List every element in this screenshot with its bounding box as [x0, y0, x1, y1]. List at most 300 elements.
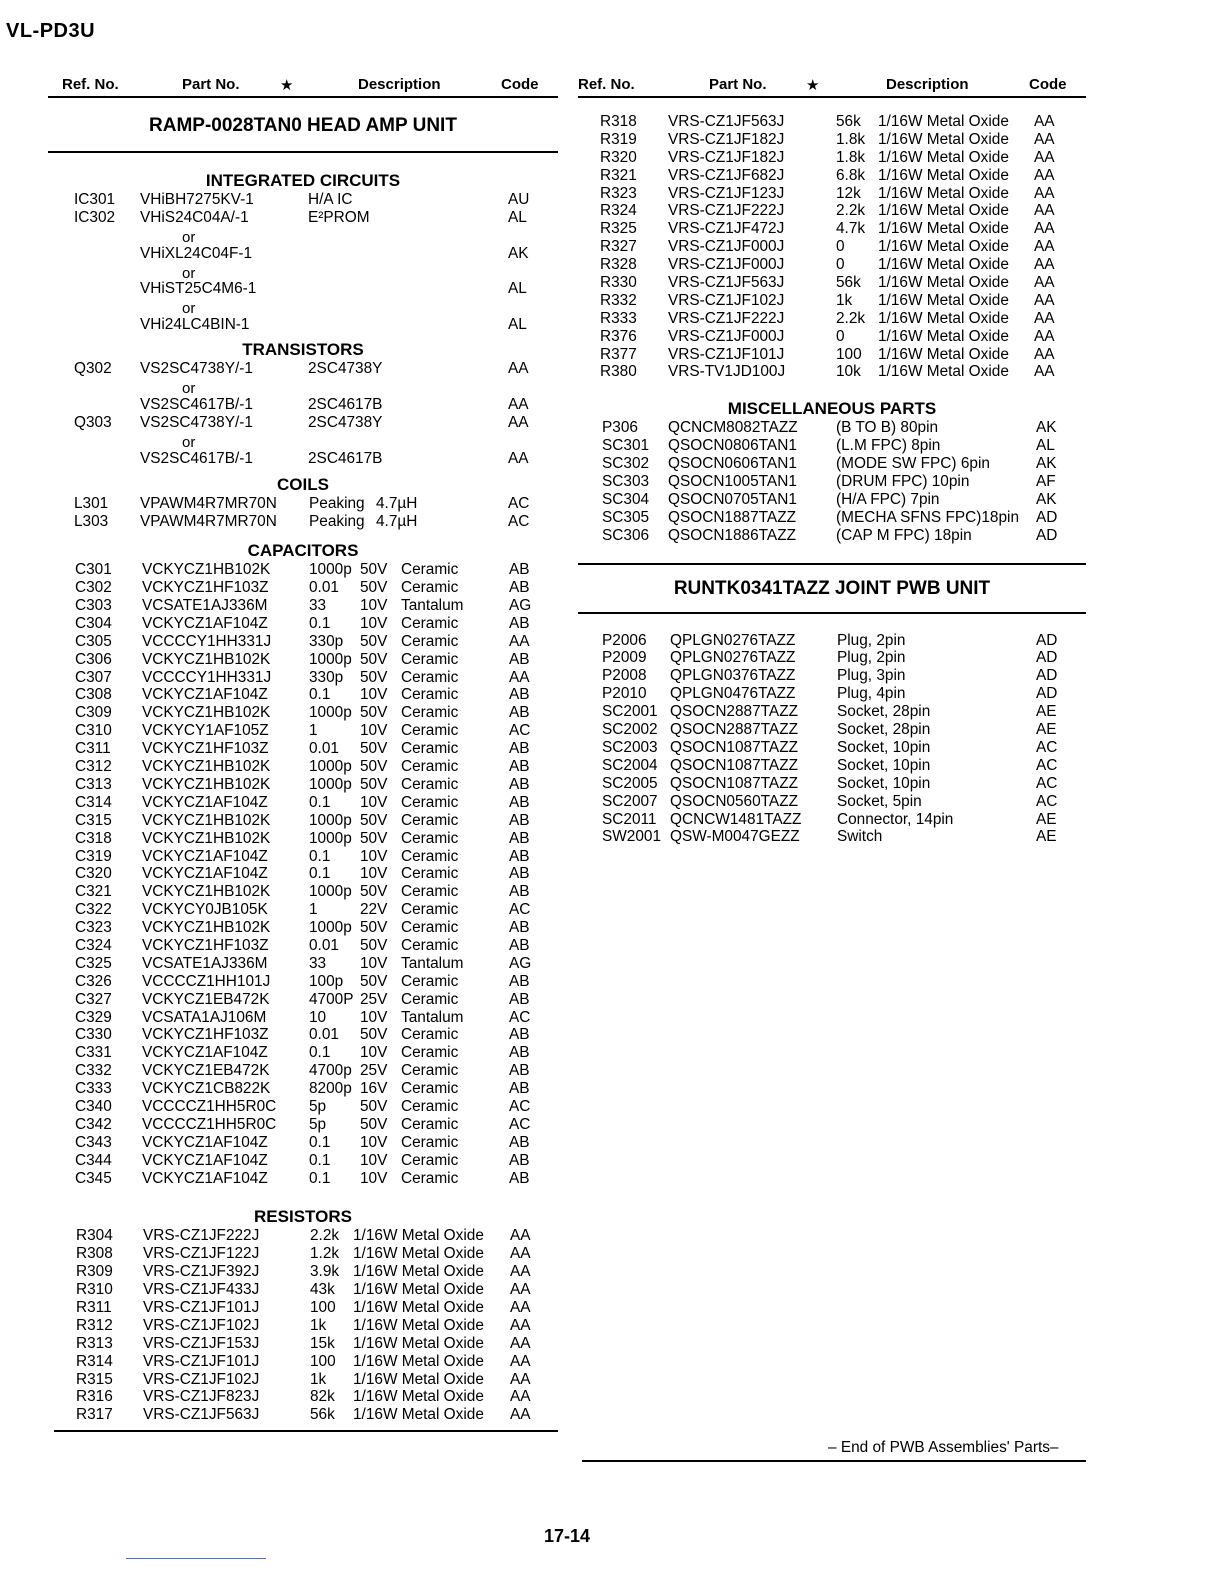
- cell-desc: (CAP M FPC) 18pin: [836, 526, 972, 544]
- cell-v: 22V: [360, 901, 388, 919]
- cell-part: VRS-CZ1JF000J: [668, 327, 785, 345]
- cell-desc: (MECHA SFNS FPC)18pin: [836, 508, 1020, 526]
- cell-part: VHiST25C4M6-1: [140, 280, 257, 298]
- cell-type: 1/16W Metal Oxide: [878, 220, 1009, 238]
- or-text: or: [182, 264, 196, 282]
- part-row: [48, 830, 558, 848]
- part-row: [578, 131, 1086, 149]
- cell-val: 0.01: [309, 1026, 339, 1044]
- cell-v: 50V: [360, 1026, 388, 1044]
- cell-desc: Plug, 4pin: [837, 685, 906, 703]
- cell-type: Ceramic: [401, 972, 459, 990]
- part-row: [48, 633, 558, 651]
- cell-part: VCKYCZ1AF104Z: [142, 793, 268, 811]
- header-code: Code: [1029, 76, 1067, 93]
- head-amp-unit-title: RAMP-0028TAN0 HEAD AMP UNIT: [48, 98, 558, 153]
- cell-code: AB: [509, 865, 530, 883]
- part-row: [578, 274, 1086, 292]
- cell-part: VRS-CZ1JF563J: [668, 113, 785, 130]
- cell-desc: H/A IC: [308, 191, 353, 208]
- part-row: [578, 167, 1086, 185]
- cell-val: 0.01: [309, 740, 339, 758]
- cell-v: 10V: [360, 847, 388, 865]
- cell-code: AA: [508, 413, 529, 431]
- cell-part: VCCCCZ1HH5R0C: [142, 1115, 277, 1133]
- cell-part: VRS-CZ1JF563J: [668, 274, 785, 292]
- cell-desc: (MODE SW FPC) 6pin: [836, 455, 990, 473]
- cell-type: Ceramic: [401, 847, 459, 865]
- left-end-rule: [54, 1430, 558, 1432]
- cell-v: 50V: [360, 1115, 388, 1133]
- cell-code: AE: [1036, 810, 1057, 828]
- cell-val: 0.01: [309, 579, 339, 597]
- part-row: [48, 1371, 558, 1389]
- transistor-list: [48, 360, 558, 467]
- cell-val: 4700p: [309, 1062, 352, 1080]
- cell-ref: C315: [75, 811, 112, 829]
- cell-type: Ceramic: [401, 1097, 459, 1115]
- cell-part: VRS-CZ1JF102J: [143, 1370, 260, 1388]
- cell-type: Ceramic: [401, 614, 459, 632]
- cell-v: 50V: [360, 632, 388, 650]
- cell-type: Ceramic: [401, 1151, 459, 1169]
- cell-part: VCKYCZ1AF104Z: [142, 1151, 268, 1169]
- cell-ref: C319: [75, 847, 112, 865]
- cell-part: VCKYCZ1HB102K: [142, 704, 271, 722]
- cell-ref: SW2001: [602, 828, 662, 846]
- cell-part: VCKYCZ1HB102K: [142, 829, 271, 847]
- cell-ref: SC2007: [602, 792, 658, 810]
- cell-ref: C308: [75, 686, 112, 704]
- cell-val: 15k: [310, 1334, 335, 1352]
- part-row: [578, 363, 1086, 381]
- part-row: [48, 191, 558, 209]
- cell-code: AC: [509, 1097, 531, 1115]
- cell-code: AC: [1036, 792, 1058, 810]
- cell-part: VHiXL24C04F-1: [140, 244, 253, 262]
- part-row: [48, 1299, 558, 1317]
- part-row: [578, 649, 1086, 667]
- cell-code: AC: [508, 495, 530, 513]
- cell-val: 0.1: [309, 793, 331, 811]
- cell-v: 10V: [360, 1133, 388, 1151]
- cell-val: 1.8k: [836, 130, 866, 148]
- cell-code: AB: [509, 1026, 530, 1044]
- cell-code: AC: [508, 513, 530, 531]
- cell-part: VCSATA1AJ106M: [142, 1008, 267, 1026]
- cell-type: 1/16W Metal Oxide: [353, 1263, 484, 1281]
- cell-part: VS2SC4617B/-1: [140, 395, 253, 413]
- cell-ref: R376: [600, 327, 637, 345]
- cell-ref: C320: [75, 865, 112, 883]
- cell-code: AA: [1034, 238, 1055, 256]
- part-row: [48, 280, 558, 298]
- cell-part: VCKYCZ1HF103Z: [142, 1026, 269, 1044]
- cell-part: VCKYCZ1AF104Z: [142, 1044, 268, 1062]
- cell-val: 2.2k: [836, 202, 866, 220]
- part-row: [578, 775, 1086, 793]
- part-row: [578, 455, 1086, 473]
- cell-ref: C307: [75, 668, 112, 686]
- part-row: [48, 794, 558, 812]
- cell-desc: (DRUM FPC) 10pin: [836, 473, 970, 491]
- cell-part: VRS-CZ1JF123J: [668, 184, 785, 202]
- cell-v: 10V: [360, 1169, 388, 1187]
- cell-part: VRS-CZ1JF182J: [668, 148, 785, 166]
- cell-val: 100: [836, 345, 862, 363]
- cell-val: 56k: [836, 113, 861, 130]
- cell-val: 0.1: [309, 686, 331, 704]
- ic-list: [48, 191, 558, 334]
- cell-part: VCKYCZ1HB102K: [142, 919, 271, 937]
- cell-code: AA: [510, 1316, 531, 1334]
- cell-part: QSOCN0705TAN1: [668, 490, 797, 508]
- cell-ref: C329: [75, 1008, 112, 1026]
- cell-v: 50V: [360, 561, 388, 579]
- cell-type: 1/16W Metal Oxide: [353, 1316, 484, 1334]
- cell-v: 10V: [360, 793, 388, 811]
- cell-v: 50V: [360, 936, 388, 954]
- cell-code: AL: [508, 280, 527, 298]
- cell-desc: 2SC4617B: [308, 395, 383, 413]
- part-row: [578, 667, 1086, 685]
- or-separator: [48, 432, 558, 450]
- cell-part: VCKYCZ1AF104Z: [142, 614, 268, 632]
- cell-type: Ceramic: [401, 811, 459, 829]
- cell-part: VRS-CZ1JF472J: [668, 220, 785, 238]
- cell-type: 1/16W Metal Oxide: [878, 363, 1009, 381]
- cell-type: Ceramic: [401, 793, 459, 811]
- cell-ref: L303: [74, 513, 109, 531]
- cell-val: 4700P: [309, 990, 354, 1008]
- or-text: or: [182, 300, 196, 318]
- cell-code: AL: [1036, 437, 1055, 455]
- part-row: [578, 328, 1086, 346]
- or-text: or: [182, 228, 196, 246]
- part-row: [48, 704, 558, 722]
- cell-type: Ceramic: [401, 722, 459, 740]
- cell-v: 50V: [360, 829, 388, 847]
- part-row: [578, 419, 1086, 437]
- cell-part: VCKYCZ1HB102K: [142, 650, 271, 668]
- cell-val: 0.1: [309, 1133, 331, 1151]
- cell-val: 1000p: [309, 811, 352, 829]
- cell-val: 1000p: [309, 829, 352, 847]
- cell-ref: C311: [75, 740, 111, 758]
- part-row: [578, 793, 1086, 811]
- cell-code: AA: [510, 1245, 531, 1263]
- cell-ref: R320: [600, 148, 637, 166]
- cell-code: AL: [508, 208, 527, 226]
- cell-v: 25V: [360, 990, 388, 1008]
- cell-type: Ceramic: [401, 1133, 459, 1151]
- cell-v: 50V: [360, 883, 388, 901]
- joint-pwb-list: [578, 632, 1086, 847]
- cell-v: 10V: [360, 614, 388, 632]
- cell-val: 1000p: [309, 561, 352, 579]
- cell-ref: R319: [600, 130, 637, 148]
- cell-ref: R304: [76, 1227, 113, 1245]
- cell-code: AB: [509, 686, 530, 704]
- cell-val: 82k: [310, 1388, 335, 1406]
- resistor-list-continued: [578, 113, 1086, 381]
- cell-v: 4.7µH: [376, 513, 418, 531]
- cell-ref: C324: [75, 936, 112, 954]
- cell-ref: R316: [76, 1388, 113, 1406]
- cell-type: Ceramic: [401, 829, 459, 847]
- cell-ref: C345: [75, 1169, 112, 1187]
- cell-part: QCNCW1481TAZZ: [670, 810, 802, 828]
- cell-v: 50V: [360, 758, 388, 776]
- cell-desc: Switch: [837, 828, 883, 846]
- cell-part: VCKYCZ1HB102K: [142, 775, 271, 793]
- cell-val: 5p: [309, 1097, 327, 1115]
- or-separator: [48, 298, 558, 316]
- cell-part: VCKYCZ1HB102K: [142, 561, 271, 579]
- part-row: [578, 509, 1086, 527]
- part-row: [48, 1009, 558, 1027]
- cell-ref: R377: [600, 345, 637, 363]
- cell-part: VCCCCY1HH331J: [142, 632, 272, 650]
- part-row: [48, 450, 558, 468]
- cell-code: AC: [509, 1008, 531, 1026]
- cell-code: AA: [510, 1263, 531, 1281]
- cell-v: 10V: [360, 1044, 388, 1062]
- or-separator: [48, 227, 558, 245]
- part-row: [48, 209, 558, 227]
- header-star: ★: [806, 77, 820, 94]
- cell-type: Ceramic: [401, 704, 459, 722]
- cell-ref: SC2002: [602, 721, 658, 739]
- joint-pwb-unit-title: RUNTK0341TAZZ JOINT PWB UNIT: [578, 565, 1086, 614]
- cell-part: VCKYCZ1HB102K: [142, 758, 271, 776]
- left-column: [48, 70, 558, 1432]
- cell-code: AG: [509, 954, 532, 972]
- cell-type: Tantalum: [401, 1008, 464, 1026]
- cell-v: 50V: [360, 579, 388, 597]
- cell-type: 1/16W Metal Oxide: [878, 345, 1009, 363]
- cell-code: AA: [1034, 202, 1055, 220]
- cell-code: AB: [509, 919, 530, 937]
- cell-code: AB: [509, 936, 530, 954]
- part-row: [578, 739, 1086, 757]
- cell-ref: SC2003: [602, 738, 658, 756]
- part-row: [578, 256, 1086, 274]
- part-row: [48, 1281, 558, 1299]
- part-row: [48, 901, 558, 919]
- cell-part: VCSATE1AJ336M: [142, 597, 268, 615]
- cell-code: AA: [1034, 220, 1055, 238]
- part-row: [48, 1170, 558, 1188]
- cell-part: VRS-CZ1JF433J: [143, 1281, 260, 1299]
- cell-val: 0.1: [309, 865, 331, 883]
- cell-ref: C331: [75, 1044, 112, 1062]
- cell-code: AA: [1034, 130, 1055, 148]
- cell-ref: P2008: [602, 667, 647, 685]
- cell-part: VRS-CZ1JF101J: [143, 1352, 260, 1370]
- cell-val: 330p: [309, 668, 344, 686]
- cell-type: 1/16W Metal Oxide: [353, 1245, 484, 1263]
- cell-ref: P306: [602, 419, 638, 437]
- cell-type: 1/16W Metal Oxide: [878, 238, 1009, 256]
- cell-code: AA: [1034, 113, 1055, 130]
- cell-v: 50V: [360, 740, 388, 758]
- cell-part: VS2SC4738Y/-1: [140, 360, 253, 378]
- cell-part: VRS-CZ1JF102J: [143, 1316, 260, 1334]
- cell-val: 330p: [309, 632, 344, 650]
- cell-part: QSOCN1087TAZZ: [670, 738, 799, 756]
- cell-type: Ceramic: [401, 936, 459, 954]
- cell-ref: R323: [600, 184, 637, 202]
- cell-val: 33: [309, 597, 327, 615]
- cell-code: AB: [509, 1151, 530, 1169]
- part-row: [48, 991, 558, 1009]
- cell-part: VRS-CZ1JF222J: [143, 1227, 260, 1245]
- part-row: [48, 1388, 558, 1406]
- header-ref: Ref. No.: [62, 76, 119, 93]
- cell-type: Ceramic: [401, 775, 459, 793]
- cell-type: Ceramic: [401, 686, 459, 704]
- part-row: [48, 316, 558, 334]
- part-row: [48, 1317, 558, 1335]
- cell-val: 100p: [309, 972, 344, 990]
- cell-v: 10V: [360, 1008, 388, 1026]
- part-row: [48, 1062, 558, 1080]
- cell-part: VS2SC4617B/-1: [140, 449, 253, 467]
- cell-part: VRS-CZ1JF000J: [668, 238, 785, 256]
- cell-val: 1k: [310, 1370, 327, 1388]
- part-row: [578, 757, 1086, 775]
- cell-ref: C305: [75, 632, 112, 650]
- cell-part: VHiBH7275KV-1: [140, 191, 254, 208]
- cell-val: 43k: [310, 1281, 335, 1299]
- cell-part: VCCCCY1HH331J: [142, 668, 272, 686]
- cell-desc: Socket, 28pin: [837, 721, 931, 739]
- cell-code: AD: [1036, 631, 1058, 649]
- cell-code: AK: [1036, 490, 1057, 508]
- cell-part: VCKYCY0JB105K: [142, 901, 268, 919]
- part-row: [48, 865, 558, 883]
- cell-type: Ceramic: [401, 1080, 459, 1098]
- resistors-section-title: RESISTORS: [254, 1207, 352, 1227]
- part-row: [48, 1044, 558, 1062]
- cell-desc: 2SC4738Y: [308, 360, 383, 378]
- cell-code: AB: [509, 793, 530, 811]
- cell-desc: Plug, 2pin: [837, 631, 906, 649]
- cell-desc: Connector, 14pin: [837, 810, 954, 828]
- part-row: [48, 1335, 558, 1353]
- cell-v: 50V: [360, 1097, 388, 1115]
- cell-part: QSOCN0606TAN1: [668, 455, 797, 473]
- cell-desc: Socket, 10pin: [837, 774, 931, 792]
- cell-code: AB: [509, 1044, 530, 1062]
- cell-ref: C340: [75, 1097, 112, 1115]
- cell-part: VCKYCZ1HB102K: [142, 883, 271, 901]
- or-separator: [48, 263, 558, 281]
- cell-val: 3.9k: [310, 1263, 340, 1281]
- cell-type: 1/16W Metal Oxide: [353, 1370, 484, 1388]
- cell-ref: R309: [76, 1263, 113, 1281]
- cell-part: VRS-CZ1JF102J: [668, 291, 785, 309]
- cell-code: AA: [1034, 291, 1055, 309]
- cell-part: QCNCM8082TAZZ: [668, 419, 798, 437]
- cell-code: AA: [510, 1298, 531, 1316]
- part-row: [48, 245, 558, 263]
- cell-part: VCKYCZ1EB472K: [142, 990, 270, 1008]
- cell-type: Ceramic: [401, 901, 459, 919]
- cell-ref: R327: [600, 238, 637, 256]
- cell-val: Peaking: [309, 513, 365, 531]
- cell-val: 100: [310, 1298, 336, 1316]
- cell-code: AD: [1036, 685, 1058, 703]
- part-row: [48, 686, 558, 704]
- part-row: [48, 740, 558, 758]
- header-code: Code: [501, 76, 539, 93]
- cell-ref: R312: [76, 1316, 113, 1334]
- cell-ref: R321: [600, 166, 637, 184]
- header-star: ★: [280, 77, 294, 94]
- cell-code: AA: [509, 632, 530, 650]
- cell-v: 50V: [360, 668, 388, 686]
- cell-code: AB: [509, 972, 530, 990]
- part-row: [578, 721, 1086, 739]
- cell-ref: C301: [75, 561, 112, 579]
- cell-type: 1/16W Metal Oxide: [353, 1388, 484, 1406]
- cell-part: QSOCN1886TAZZ: [668, 526, 797, 544]
- cell-type: Ceramic: [401, 990, 459, 1008]
- cell-ref: IC301: [74, 191, 116, 208]
- cell-part: VPAWM4R7MR70N: [140, 513, 277, 531]
- cell-type: 1/16W Metal Oxide: [878, 184, 1009, 202]
- cell-v: 50V: [360, 919, 388, 937]
- part-row: [578, 828, 1086, 846]
- cell-part: QSOCN1005TAN1: [668, 473, 797, 491]
- cell-code: AA: [1034, 256, 1055, 274]
- part-row: [578, 346, 1086, 364]
- cell-val: 56k: [836, 274, 861, 292]
- cell-part: VCKYCZ1HB102K: [142, 811, 271, 829]
- cell-desc: E²PROM: [308, 208, 370, 226]
- cell-part: VS2SC4738Y/-1: [140, 413, 253, 431]
- cell-part: QSOCN1087TAZZ: [670, 756, 799, 774]
- part-row: [48, 1134, 558, 1152]
- part-row: [48, 1152, 558, 1170]
- part-row: [48, 973, 558, 991]
- cell-val: 56k: [310, 1406, 335, 1424]
- cell-ref: SC2005: [602, 774, 658, 792]
- header-description: Description: [358, 76, 441, 93]
- cell-code: AB: [509, 758, 530, 776]
- cell-desc: Plug, 3pin: [837, 667, 906, 685]
- cell-ref: C318: [75, 829, 112, 847]
- cell-val: 1k: [310, 1316, 327, 1334]
- cell-ref: SC306: [602, 526, 650, 544]
- cell-val: 12k: [836, 184, 861, 202]
- cell-val: 1: [309, 901, 318, 919]
- cell-val: 0.1: [309, 1169, 331, 1187]
- cell-val: 100: [310, 1352, 336, 1370]
- cell-part: VRS-CZ1JF222J: [668, 309, 785, 327]
- cell-code: AA: [1034, 345, 1055, 363]
- cell-part: QSOCN2887TAZZ: [670, 721, 799, 739]
- part-row: [578, 811, 1086, 829]
- cell-v: 10V: [360, 954, 388, 972]
- cell-code: AA: [1034, 274, 1055, 292]
- cell-ref: P2010: [602, 685, 647, 703]
- cell-v: 10V: [360, 686, 388, 704]
- part-row: [48, 597, 558, 615]
- cell-type: Ceramic: [401, 758, 459, 776]
